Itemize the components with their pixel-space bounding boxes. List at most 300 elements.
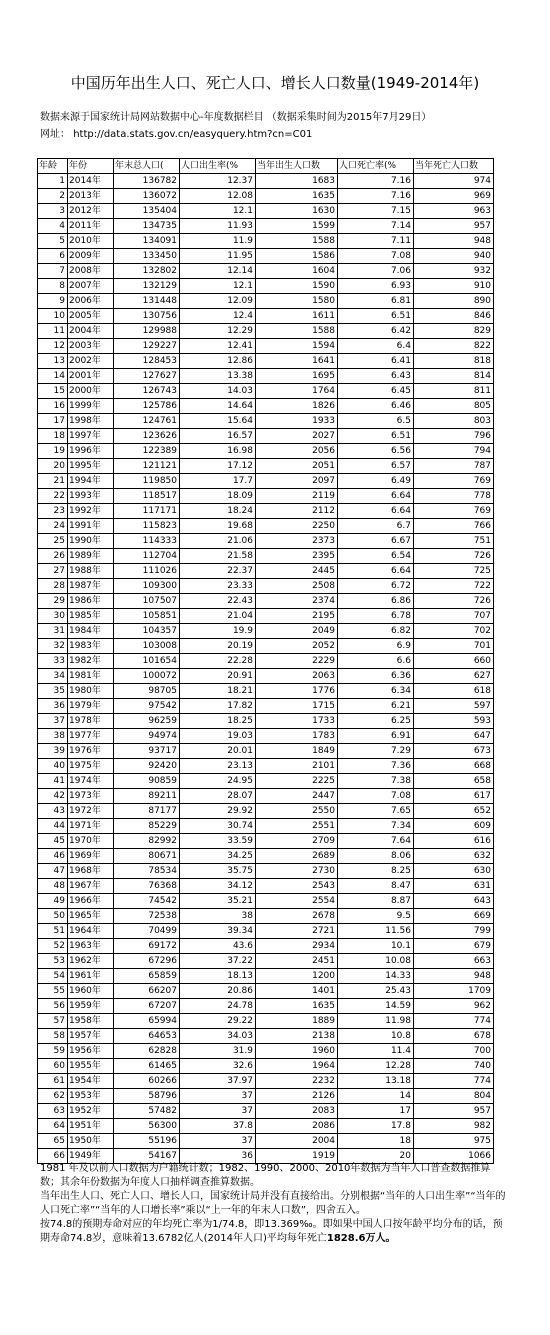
cell-births: 1641 bbox=[256, 354, 338, 369]
cell-deaths: 769 bbox=[414, 474, 494, 489]
cell-index: 56 bbox=[38, 999, 68, 1014]
cell-birth-rate: 23.13 bbox=[180, 759, 256, 774]
cell-year: 1987年 bbox=[68, 579, 114, 594]
cell-births: 2373 bbox=[256, 534, 338, 549]
cell-population: 54167 bbox=[114, 1149, 180, 1164]
table-row bbox=[38, 309, 494, 324]
note-1: 1981 年及以前人口数据为户籍统计数；1982、1990、2000、2010年数据为当年人口普查数据推算数；其余年份数据为年度人口抽样调查推算数据。 bbox=[40, 1163, 491, 1188]
cell-index: 44 bbox=[38, 819, 68, 834]
cell-index: 63 bbox=[38, 1104, 68, 1119]
cell-deaths: 631 bbox=[414, 879, 494, 894]
cell-index: 49 bbox=[38, 894, 68, 909]
header-cell: 当年死亡人口数 bbox=[414, 159, 494, 174]
cell-index: 46 bbox=[38, 849, 68, 864]
cell-births: 2250 bbox=[256, 519, 338, 534]
cell-population: 61465 bbox=[114, 1059, 180, 1074]
cell-index: 32 bbox=[38, 639, 68, 654]
cell-death-rate: 6.25 bbox=[338, 714, 414, 729]
table-row bbox=[38, 339, 494, 354]
cell-birth-rate: 28.07 bbox=[180, 789, 256, 804]
cell-year: 1969年 bbox=[68, 849, 114, 864]
cell-death-rate: 9.5 bbox=[338, 909, 414, 924]
table-row bbox=[38, 249, 494, 264]
cell-births: 1590 bbox=[256, 279, 338, 294]
cell-births: 2086 bbox=[256, 1119, 338, 1134]
cell-population: 136072 bbox=[114, 189, 180, 204]
cell-births: 1715 bbox=[256, 699, 338, 714]
cell-death-rate: 6.36 bbox=[338, 669, 414, 684]
cell-births: 2508 bbox=[256, 579, 338, 594]
cell-death-rate: 6.56 bbox=[338, 444, 414, 459]
cell-birth-rate: 19.9 bbox=[180, 624, 256, 639]
cell-death-rate: 14.33 bbox=[338, 969, 414, 984]
cell-index: 26 bbox=[38, 549, 68, 564]
header-cell: 年龄 bbox=[38, 159, 68, 174]
cell-death-rate: 18 bbox=[338, 1134, 414, 1149]
cell-births: 2551 bbox=[256, 819, 338, 834]
cell-death-rate: 17 bbox=[338, 1104, 414, 1119]
cell-population: 131448 bbox=[114, 294, 180, 309]
cell-death-rate: 8.25 bbox=[338, 864, 414, 879]
notes-section bbox=[40, 1162, 510, 1246]
cell-birth-rate: 11.95 bbox=[180, 249, 256, 264]
cell-index: 23 bbox=[38, 504, 68, 519]
cell-births: 2229 bbox=[256, 654, 338, 669]
cell-death-rate: 8.06 bbox=[338, 849, 414, 864]
cell-deaths: 617 bbox=[414, 789, 494, 804]
cell-population: 65859 bbox=[114, 969, 180, 984]
cell-death-rate: 6.51 bbox=[338, 309, 414, 324]
cell-death-rate: 7.08 bbox=[338, 249, 414, 264]
cell-births: 2083 bbox=[256, 1104, 338, 1119]
cell-death-rate: 7.08 bbox=[338, 789, 414, 804]
cell-population: 56300 bbox=[114, 1119, 180, 1134]
cell-births: 2451 bbox=[256, 954, 338, 969]
cell-year: 1994年 bbox=[68, 474, 114, 489]
cell-birth-rate: 22.37 bbox=[180, 564, 256, 579]
header-cell: 年份 bbox=[68, 159, 114, 174]
cell-population: 69172 bbox=[114, 939, 180, 954]
cell-population: 122389 bbox=[114, 444, 180, 459]
cell-year: 2002年 bbox=[68, 354, 114, 369]
cell-births: 2225 bbox=[256, 774, 338, 789]
cell-birth-rate: 21.58 bbox=[180, 549, 256, 564]
cell-index: 53 bbox=[38, 954, 68, 969]
cell-death-rate: 6.4 bbox=[338, 339, 414, 354]
cell-year: 1955年 bbox=[68, 1059, 114, 1074]
table-row bbox=[38, 909, 494, 924]
cell-deaths: 701 bbox=[414, 639, 494, 654]
cell-birth-rate: 33.59 bbox=[180, 834, 256, 849]
cell-deaths: 963 bbox=[414, 204, 494, 219]
cell-index: 12 bbox=[38, 339, 68, 354]
cell-index: 29 bbox=[38, 594, 68, 609]
cell-birth-rate: 15.64 bbox=[180, 414, 256, 429]
cell-births: 1776 bbox=[256, 684, 338, 699]
cell-birth-rate: 11.93 bbox=[180, 219, 256, 234]
table-row bbox=[38, 1134, 494, 1149]
cell-birth-rate: 20.91 bbox=[180, 669, 256, 684]
cell-death-rate: 6.5 bbox=[338, 414, 414, 429]
cell-death-rate: 6.9 bbox=[338, 639, 414, 654]
cell-deaths: 702 bbox=[414, 624, 494, 639]
cell-deaths: 679 bbox=[414, 939, 494, 954]
cell-deaths: 962 bbox=[414, 999, 494, 1014]
table-row bbox=[38, 534, 494, 549]
cell-birth-rate: 19.68 bbox=[180, 519, 256, 534]
cell-birth-rate: 14.03 bbox=[180, 384, 256, 399]
cell-index: 48 bbox=[38, 879, 68, 894]
cell-births: 2063 bbox=[256, 669, 338, 684]
cell-deaths: 957 bbox=[414, 1104, 494, 1119]
cell-death-rate: 6.78 bbox=[338, 609, 414, 624]
cell-year: 2003年 bbox=[68, 339, 114, 354]
table-row bbox=[38, 759, 494, 774]
cell-year: 1962年 bbox=[68, 954, 114, 969]
cell-year: 1956年 bbox=[68, 1044, 114, 1059]
cell-death-rate: 11.4 bbox=[338, 1044, 414, 1059]
cell-death-rate: 17.8 bbox=[338, 1119, 414, 1134]
cell-births: 2447 bbox=[256, 789, 338, 804]
cell-year: 1957年 bbox=[68, 1029, 114, 1044]
cell-birth-rate: 12.08 bbox=[180, 189, 256, 204]
cell-population: 130756 bbox=[114, 309, 180, 324]
cell-birth-rate: 17.82 bbox=[180, 699, 256, 714]
cell-death-rate: 7.16 bbox=[338, 174, 414, 189]
cell-deaths: 618 bbox=[414, 684, 494, 699]
cell-death-rate: 12.28 bbox=[338, 1059, 414, 1074]
cell-index: 41 bbox=[38, 774, 68, 789]
cell-birth-rate: 37.8 bbox=[180, 1119, 256, 1134]
cell-index: 60 bbox=[38, 1059, 68, 1074]
cell-index: 54 bbox=[38, 969, 68, 984]
cell-deaths: 740 bbox=[414, 1059, 494, 1074]
cell-deaths: 803 bbox=[414, 414, 494, 429]
cell-year: 1971年 bbox=[68, 819, 114, 834]
cell-year: 1998年 bbox=[68, 414, 114, 429]
table-row bbox=[38, 414, 494, 429]
table-row bbox=[38, 624, 494, 639]
cell-population: 112704 bbox=[114, 549, 180, 564]
cell-index: 58 bbox=[38, 1029, 68, 1044]
cell-death-rate: 7.65 bbox=[338, 804, 414, 819]
cell-birth-rate: 29.92 bbox=[180, 804, 256, 819]
cell-deaths: 725 bbox=[414, 564, 494, 579]
table-row bbox=[38, 279, 494, 294]
cell-year: 2001年 bbox=[68, 369, 114, 384]
cell-birth-rate: 32.6 bbox=[180, 1059, 256, 1074]
cell-population: 64653 bbox=[114, 1029, 180, 1044]
cell-birth-rate: 20.19 bbox=[180, 639, 256, 654]
cell-index: 30 bbox=[38, 609, 68, 624]
cell-year: 1975年 bbox=[68, 759, 114, 774]
cell-year: 1954年 bbox=[68, 1074, 114, 1089]
cell-birth-rate: 12.4 bbox=[180, 309, 256, 324]
cell-deaths: 593 bbox=[414, 714, 494, 729]
table-row bbox=[38, 744, 494, 759]
cell-deaths: 799 bbox=[414, 924, 494, 939]
cell-death-rate: 6.54 bbox=[338, 549, 414, 564]
table-row bbox=[38, 174, 494, 189]
cell-births: 2395 bbox=[256, 549, 338, 564]
cell-death-rate: 7.11 bbox=[338, 234, 414, 249]
table-row bbox=[38, 369, 494, 384]
cell-death-rate: 6.42 bbox=[338, 324, 414, 339]
cell-death-rate: 7.64 bbox=[338, 834, 414, 849]
cell-year: 1950年 bbox=[68, 1134, 114, 1149]
cell-index: 20 bbox=[38, 459, 68, 474]
cell-birth-rate: 35.21 bbox=[180, 894, 256, 909]
cell-births: 1849 bbox=[256, 744, 338, 759]
cell-births: 2374 bbox=[256, 594, 338, 609]
cell-birth-rate: 18.09 bbox=[180, 489, 256, 504]
cell-index: 50 bbox=[38, 909, 68, 924]
table-row bbox=[38, 1029, 494, 1044]
header-cell: 年末总人口( bbox=[114, 159, 180, 174]
cell-death-rate: 8.47 bbox=[338, 879, 414, 894]
cell-birth-rate: 16.57 bbox=[180, 429, 256, 444]
cell-index: 35 bbox=[38, 684, 68, 699]
cell-year: 1999年 bbox=[68, 399, 114, 414]
table-row bbox=[38, 669, 494, 684]
cell-death-rate: 7.38 bbox=[338, 774, 414, 789]
cell-death-rate: 20 bbox=[338, 1149, 414, 1164]
cell-birth-rate: 34.03 bbox=[180, 1029, 256, 1044]
cell-index: 59 bbox=[38, 1044, 68, 1059]
cell-index: 55 bbox=[38, 984, 68, 999]
cell-year: 2012年 bbox=[68, 204, 114, 219]
cell-births: 1964 bbox=[256, 1059, 338, 1074]
cell-year: 1967年 bbox=[68, 879, 114, 894]
table-row bbox=[38, 654, 494, 669]
cell-deaths: 805 bbox=[414, 399, 494, 414]
cell-index: 40 bbox=[38, 759, 68, 774]
cell-index: 4 bbox=[38, 219, 68, 234]
cell-year: 1991年 bbox=[68, 519, 114, 534]
cell-deaths: 652 bbox=[414, 804, 494, 819]
cell-birth-rate: 18.24 bbox=[180, 504, 256, 519]
cell-index: 15 bbox=[38, 384, 68, 399]
cell-year: 1968年 bbox=[68, 864, 114, 879]
cell-death-rate: 14 bbox=[338, 1089, 414, 1104]
cell-births: 2554 bbox=[256, 894, 338, 909]
cell-death-rate: 11.98 bbox=[338, 1014, 414, 1029]
table-row bbox=[38, 999, 494, 1014]
cell-year: 1960年 bbox=[68, 984, 114, 999]
table-row bbox=[38, 444, 494, 459]
table-row bbox=[38, 1059, 494, 1074]
cell-births: 2056 bbox=[256, 444, 338, 459]
table-row bbox=[38, 699, 494, 714]
cell-births: 1200 bbox=[256, 969, 338, 984]
cell-index: 17 bbox=[38, 414, 68, 429]
cell-death-rate: 7.36 bbox=[338, 759, 414, 774]
cell-deaths: 700 bbox=[414, 1044, 494, 1059]
cell-death-rate: 6.64 bbox=[338, 564, 414, 579]
header-cell: 当年出生人口数 bbox=[256, 159, 338, 174]
cell-index: 43 bbox=[38, 804, 68, 819]
cell-population: 67296 bbox=[114, 954, 180, 969]
cell-population: 80671 bbox=[114, 849, 180, 864]
url-label: 网址： bbox=[40, 129, 70, 140]
cell-deaths: 975 bbox=[414, 1134, 494, 1149]
cell-population: 114333 bbox=[114, 534, 180, 549]
cell-birth-rate: 37.22 bbox=[180, 954, 256, 969]
cell-index: 21 bbox=[38, 474, 68, 489]
cell-population: 100072 bbox=[114, 669, 180, 684]
cell-deaths: 726 bbox=[414, 594, 494, 609]
table-row bbox=[38, 639, 494, 654]
table-row bbox=[38, 549, 494, 564]
cell-population: 123626 bbox=[114, 429, 180, 444]
table-row bbox=[38, 939, 494, 954]
cell-deaths: 766 bbox=[414, 519, 494, 534]
cell-deaths: 1709 bbox=[414, 984, 494, 999]
cell-deaths: 846 bbox=[414, 309, 494, 324]
cell-deaths: 932 bbox=[414, 264, 494, 279]
cell-birth-rate: 23.33 bbox=[180, 579, 256, 594]
cell-index: 52 bbox=[38, 939, 68, 954]
cell-year: 1990年 bbox=[68, 534, 114, 549]
cell-population: 119850 bbox=[114, 474, 180, 489]
cell-population: 66207 bbox=[114, 984, 180, 999]
cell-population: 70499 bbox=[114, 924, 180, 939]
cell-population: 76368 bbox=[114, 879, 180, 894]
cell-population: 115823 bbox=[114, 519, 180, 534]
table-row bbox=[38, 564, 494, 579]
cell-births: 1630 bbox=[256, 204, 338, 219]
table-row bbox=[38, 984, 494, 999]
source-url-line bbox=[40, 128, 312, 142]
cell-index: 31 bbox=[38, 624, 68, 639]
cell-population: 134735 bbox=[114, 219, 180, 234]
table-row bbox=[38, 714, 494, 729]
cell-birth-rate: 22.43 bbox=[180, 594, 256, 609]
cell-deaths: 658 bbox=[414, 774, 494, 789]
cell-birth-rate: 34.12 bbox=[180, 879, 256, 894]
cell-year: 2008年 bbox=[68, 264, 114, 279]
cell-birth-rate: 37 bbox=[180, 1089, 256, 1104]
cell-deaths: 707 bbox=[414, 609, 494, 624]
table-row bbox=[38, 609, 494, 624]
cell-death-rate: 6.72 bbox=[338, 579, 414, 594]
table-row bbox=[38, 729, 494, 744]
cell-year: 1993年 bbox=[68, 489, 114, 504]
cell-index: 24 bbox=[38, 519, 68, 534]
cell-year: 1981年 bbox=[68, 669, 114, 684]
cell-death-rate: 7.06 bbox=[338, 264, 414, 279]
cell-death-rate: 7.15 bbox=[338, 204, 414, 219]
cell-population: 55196 bbox=[114, 1134, 180, 1149]
cell-death-rate: 6.46 bbox=[338, 399, 414, 414]
cell-year: 2011年 bbox=[68, 219, 114, 234]
table-row bbox=[38, 1089, 494, 1104]
cell-year: 1951年 bbox=[68, 1119, 114, 1134]
cell-deaths: 609 bbox=[414, 819, 494, 834]
note-2: 当年出生人口、死亡人口、增长人口，国家统计局并没有直接给出。分别根据“当年的人口出生率”“当年的人口死亡率”“当年的人口增长率”乘以“上一年的年末人口数”，四舍五入。 bbox=[40, 1191, 506, 1216]
cell-death-rate: 6.93 bbox=[338, 279, 414, 294]
cell-population: 74542 bbox=[114, 894, 180, 909]
cell-births: 2709 bbox=[256, 834, 338, 849]
cell-population: 109300 bbox=[114, 579, 180, 594]
cell-year: 1979年 bbox=[68, 699, 114, 714]
cell-index: 3 bbox=[38, 204, 68, 219]
cell-deaths: 627 bbox=[414, 669, 494, 684]
cell-birth-rate: 20.01 bbox=[180, 744, 256, 759]
cell-death-rate: 8.87 bbox=[338, 894, 414, 909]
cell-birth-rate: 38 bbox=[180, 909, 256, 924]
cell-births: 2097 bbox=[256, 474, 338, 489]
cell-population: 65994 bbox=[114, 1014, 180, 1029]
cell-death-rate: 6.51 bbox=[338, 429, 414, 444]
cell-deaths: 974 bbox=[414, 174, 494, 189]
cell-year: 2010年 bbox=[68, 234, 114, 249]
cell-population: 127627 bbox=[114, 369, 180, 384]
cell-deaths: 668 bbox=[414, 759, 494, 774]
cell-population: 132129 bbox=[114, 279, 180, 294]
table-row bbox=[38, 864, 494, 879]
cell-population: 57482 bbox=[114, 1104, 180, 1119]
cell-birth-rate: 11.9 bbox=[180, 234, 256, 249]
cell-year: 1986年 bbox=[68, 594, 114, 609]
cell-deaths: 726 bbox=[414, 549, 494, 564]
cell-population: 117171 bbox=[114, 504, 180, 519]
cell-population: 128453 bbox=[114, 354, 180, 369]
cell-deaths: 774 bbox=[414, 1014, 494, 1029]
cell-year: 1958年 bbox=[68, 1014, 114, 1029]
cell-death-rate: 6.86 bbox=[338, 594, 414, 609]
table-row bbox=[38, 204, 494, 219]
table-row bbox=[38, 969, 494, 984]
cell-deaths: 678 bbox=[414, 1029, 494, 1044]
cell-index: 62 bbox=[38, 1089, 68, 1104]
cell-birth-rate: 18.21 bbox=[180, 684, 256, 699]
cell-births: 1599 bbox=[256, 219, 338, 234]
cell-year: 1953年 bbox=[68, 1089, 114, 1104]
cell-birth-rate: 12.1 bbox=[180, 204, 256, 219]
cell-deaths: 957 bbox=[414, 219, 494, 234]
cell-death-rate: 7.16 bbox=[338, 189, 414, 204]
cell-deaths: 982 bbox=[414, 1119, 494, 1134]
cell-deaths: 722 bbox=[414, 579, 494, 594]
cell-year: 2006年 bbox=[68, 294, 114, 309]
cell-death-rate: 6.43 bbox=[338, 369, 414, 384]
cell-birth-rate: 12.37 bbox=[180, 174, 256, 189]
cell-index: 10 bbox=[38, 309, 68, 324]
cell-birth-rate: 29.22 bbox=[180, 1014, 256, 1029]
cell-birth-rate: 12.86 bbox=[180, 354, 256, 369]
cell-year: 1992年 bbox=[68, 504, 114, 519]
cell-birth-rate: 14.64 bbox=[180, 399, 256, 414]
table-row bbox=[38, 804, 494, 819]
table-row bbox=[38, 789, 494, 804]
cell-birth-rate: 35.75 bbox=[180, 864, 256, 879]
table-row bbox=[38, 1074, 494, 1089]
cell-index: 11 bbox=[38, 324, 68, 339]
cell-birth-rate: 16.98 bbox=[180, 444, 256, 459]
cell-population: 118517 bbox=[114, 489, 180, 504]
cell-births: 2138 bbox=[256, 1029, 338, 1044]
cell-year: 1985年 bbox=[68, 609, 114, 624]
cell-index: 9 bbox=[38, 294, 68, 309]
cell-deaths: 811 bbox=[414, 384, 494, 399]
cell-population: 126743 bbox=[114, 384, 180, 399]
cell-births: 1604 bbox=[256, 264, 338, 279]
cell-death-rate: 6.91 bbox=[338, 729, 414, 744]
cell-births: 1588 bbox=[256, 234, 338, 249]
cell-year: 1997年 bbox=[68, 429, 114, 444]
cell-birth-rate: 18.25 bbox=[180, 714, 256, 729]
